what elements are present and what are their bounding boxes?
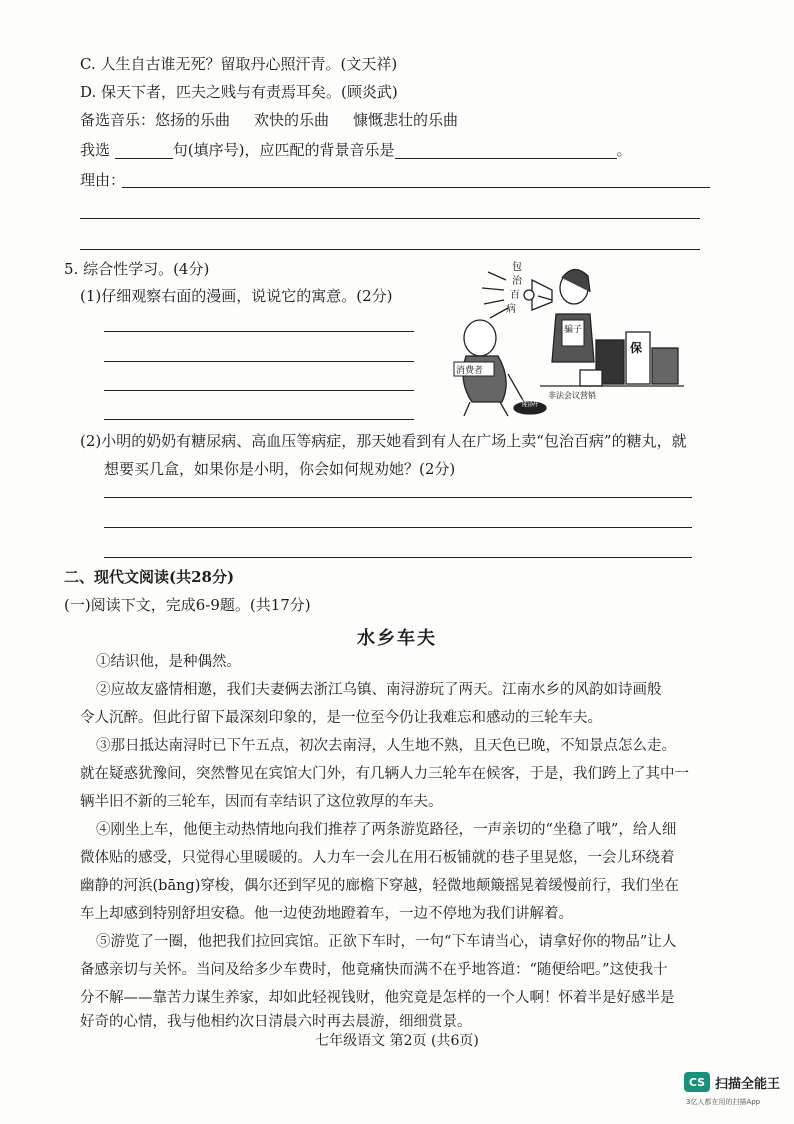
- bubble-char-4: 病: [506, 304, 516, 315]
- passage-line-11: ⑤游览了一圈，他把我们拉回宾馆。正欲下车时，一句“下车请当心，请拿好你的物品”让人: [96, 934, 677, 950]
- scanner-watermark: [684, 1072, 780, 1092]
- passage-line-13: 分不解——靠苦力谋生养家，却如此轻视钱财，他究竟是怎样的一个人啊！怀着半是好感半是: [80, 990, 675, 1006]
- reason-line-3[interactable]: [80, 249, 700, 250]
- music-option-3: 慷慨悲壮的乐曲: [353, 111, 459, 129]
- q4-reason-label: 理由：: [80, 171, 126, 189]
- music-option-2: 欢快的乐曲: [254, 111, 330, 129]
- reason-line-1[interactable]: [122, 187, 710, 188]
- satire-cartoon: [428, 252, 690, 420]
- camscanner-tagline: 3亿人都在用的扫描App: [686, 1098, 761, 1106]
- passage-line-9: 幽静的河浜(bāng)穿梭，偶尔还到罕见的廊檐下穿越，轻微地颠簸摇晃着缓慢前行，我们坐在: [80, 878, 679, 894]
- trap-sign: 陷阱: [522, 399, 538, 408]
- q5-1-line-2[interactable]: [104, 361, 414, 362]
- q5-part2-line2: 想要买几盒，如果你是小明，你会如何规劝她？(2分): [104, 460, 456, 478]
- q5-2-line-1[interactable]: [104, 497, 692, 498]
- q5-part2-line1: (2)小明的奶奶有糖尿病、高血压等病症，那天她看到有人在广场上卖“包治百病”的糖丸，就: [80, 432, 687, 450]
- passage-line-8: 微体贴的感受，只觉得心里暖暖的。人力车一会儿在用石板铺就的巷子里晃悠，一会儿环绕着: [80, 850, 675, 866]
- passage-line-12: 备感亲切与关怀。当问及给多少车费时，他竟痛快而满不在乎地答道：“随便给吧。”这使我十: [80, 962, 668, 978]
- q5-part1: (1)仔细观察右面的漫画，说说它的寓意。(2分): [80, 287, 393, 305]
- section2-heading: 二、现代文阅读(共28分): [64, 568, 235, 586]
- sentence-number-blank[interactable]: [115, 144, 173, 159]
- passage-title: 水乡车夫: [357, 628, 437, 649]
- q4-option-d: D. 保天下者，匹夫之贱与有责焉耳矣。(顾炎武): [80, 83, 398, 101]
- music-option-1: 备选音乐：悠扬的乐曲: [80, 111, 231, 129]
- choose-end: 。: [616, 141, 632, 159]
- choose-label: 我选: [80, 141, 111, 159]
- q4-music-options: [80, 111, 458, 129]
- page-footer: 七年级语文 第2页 (共6页): [315, 1033, 479, 1049]
- section2-subheading: (一)阅读下文，完成6-9题。(共17分): [64, 596, 311, 614]
- q5-2-line-3[interactable]: [104, 557, 692, 558]
- q4-option-c: C. 人生自古谁无死？留取丹心照汗青。(文天祥): [80, 55, 398, 73]
- q4-choose-line: [80, 141, 632, 159]
- bubble-char-1: 包: [512, 262, 522, 273]
- q5-1-line-4[interactable]: [104, 419, 414, 420]
- consumer-sign: 消费者: [456, 366, 484, 376]
- bubble-char-3: 百: [510, 290, 520, 301]
- liar-sign: 骗子: [564, 325, 583, 335]
- camscanner-logo-icon: CS: [684, 1072, 710, 1092]
- q5-heading: 5. 综合性学习。(4分): [64, 260, 210, 278]
- cartoon-ground-text: 非法会议营销: [548, 391, 596, 400]
- passage-line-14: 好奇的心情，我与他相约次日清晨六时再去晨游，细细赏景。: [80, 1014, 472, 1030]
- passage-line-5: 就在疑惑犹豫间，突然瞥见在宾馆大门外，有几辆人力三轮车在候客，于是，我们跨上了其中一: [80, 766, 689, 782]
- passage-line-3: 令人沉醉。但此行留下最深刻印象的，是一位至今仍让我难忘和感动的三轮车夫。: [80, 710, 602, 726]
- q5-1-line-3[interactable]: [104, 390, 414, 391]
- choose-prompt: 句(填序号)，应匹配的背景音乐是: [172, 141, 395, 159]
- passage-line-7: ④刚坐上车，他便主动热情地向我们推荐了两条游览路径，一声亲切的“坐稳了哦”，给人细: [96, 822, 677, 838]
- box-sign: 保: [630, 341, 643, 355]
- q5-2-line-2[interactable]: [104, 527, 692, 528]
- bubble-char-2: 治: [512, 276, 522, 287]
- passage-line-1: ①结识他，是种偶然。: [96, 654, 241, 670]
- passage-line-4: ③那日抵达南浔时已下午五点，初次去南浔，人生地不熟，且天色已晚，不知景点怎么走。: [96, 738, 676, 754]
- q5-1-line-1[interactable]: [104, 331, 414, 332]
- music-answer-blank[interactable]: [395, 144, 617, 159]
- passage-line-6: 辆半旧不新的三轮车，因而有幸结识了这位敦厚的车夫。: [80, 794, 443, 810]
- camscanner-name: 扫描全能王: [715, 1076, 781, 1092]
- passage-line-10: 车上却感到特别舒坦安稳。他一边使劲地蹬着车，一边不停地为我们讲解着。: [80, 906, 573, 922]
- reason-line-2[interactable]: [80, 218, 700, 219]
- passage-line-2: ②应故友盛情相邀，我们夫妻俩去浙江乌镇、南浔游玩了两天。江南水乡的风韵如诗画般: [96, 682, 662, 698]
